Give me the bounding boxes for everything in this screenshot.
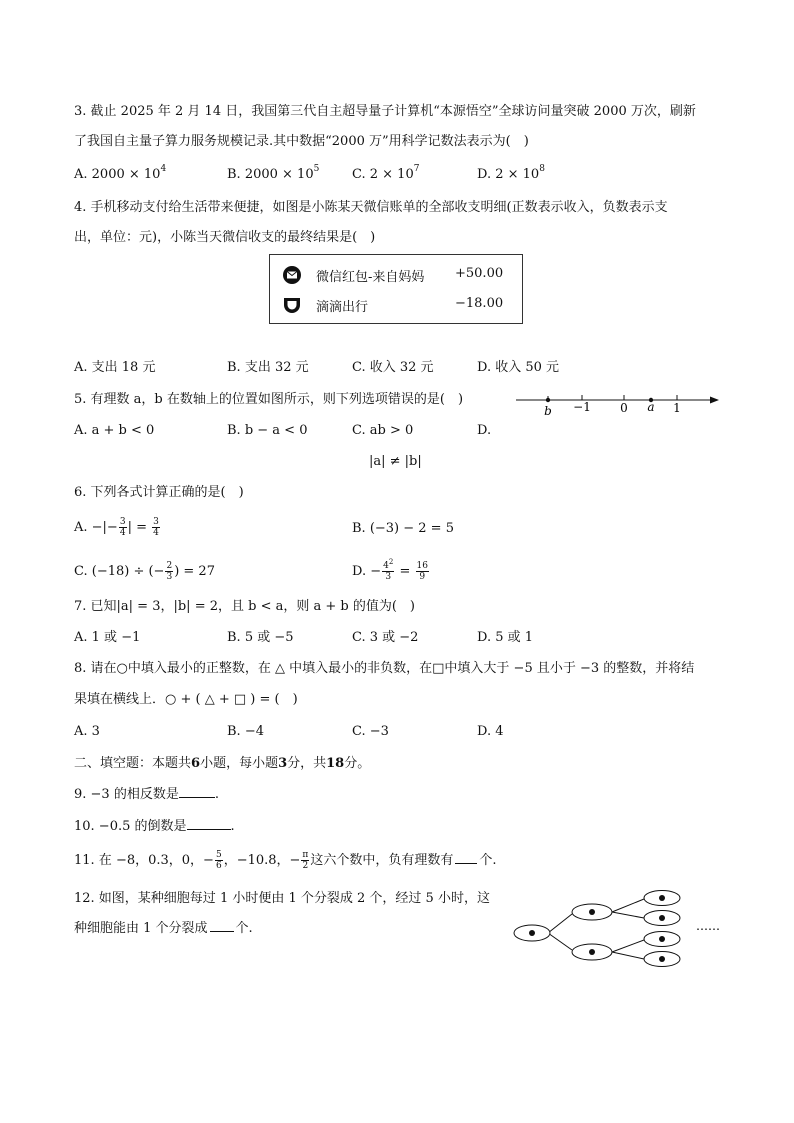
cell-gen-3 <box>644 891 680 967</box>
bill-label: 微信红包-来自妈妈 <box>316 270 425 285</box>
q9-stem: 9. −3 的相反数是 . <box>74 787 219 802</box>
answer-blank[interactable] <box>179 785 215 798</box>
q7-option-a[interactable]: A. 1 或 −1 <box>74 630 141 645</box>
q8-option-d[interactable]: D. 4 <box>477 724 504 739</box>
q6-option-d[interactable]: D. − $\frac{4^2}{3}$ = $\frac{16}{9}$ <box>352 558 428 582</box>
cell-gen-1 <box>514 925 550 941</box>
bill-amount: +50.00 <box>455 266 504 281</box>
cell-division-figure <box>508 884 724 972</box>
axis-label-one: 1 <box>673 401 681 415</box>
section-2-title: 二、填空题：本题共6小题，每小题3分，共18分。 <box>74 756 371 771</box>
q3-option-b[interactable]: B. $2000 \times 10^5$ <box>227 164 320 182</box>
q8-stem-line1: 8. 请在○中填入最小的正整数，在 △ 中填入最小的非负数，在□中填入大于 −5 且小于 −3 的整数，并将结 <box>74 661 695 676</box>
axis-label-a: a <box>647 400 655 414</box>
q3-option-c[interactable]: C. $2 \times 10^7$ <box>352 164 420 182</box>
q3-option-d[interactable]: D. $2 \times 10^8$ <box>477 164 545 182</box>
q6-stem: 6. 下列各式计算正确的是( ) <box>74 485 244 500</box>
q5-option-d[interactable]: D. <box>477 423 492 438</box>
q5-option-b[interactable]: B. b − a < 0 <box>227 423 308 438</box>
bill-amount: −18.00 <box>455 296 504 311</box>
q3-stem-line1: 3. 截止 2025 年 2 月 14 日，我国第三代自主超导量子计算机“本源悟空”全球访问量突破 2000 万次，刷新 <box>74 104 696 119</box>
bill-row <box>270 263 522 287</box>
envelope-icon <box>282 265 302 285</box>
axis-label-zero: 0 <box>620 401 628 415</box>
answer-blank[interactable] <box>210 919 234 932</box>
q4-stem-line1: 4. 手机移动支付给生活带来便捷，如图是小陈某天微信账单的全部收支明细(正数表示收入，负数表示支 <box>74 200 668 215</box>
q10-stem: 10. −0.5 的倒数是 . <box>74 819 235 834</box>
q7-option-c[interactable]: C. 3 或 −2 <box>352 630 419 645</box>
q4-stem-line2: 出，单位：元)，小陈当天微信收支的最终结果是( ) <box>74 230 376 245</box>
q7-option-d[interactable]: D. 5 或 1 <box>477 630 534 645</box>
didi-logo-icon <box>282 295 302 315</box>
q5-option-a[interactable]: A. a + b < 0 <box>74 423 155 438</box>
q8-option-c[interactable]: C. −3 <box>352 724 389 739</box>
q5-option-d-expression: |a| ≠ |b| <box>369 454 422 469</box>
q5-stem: 5. 有理数 a，b 在数轴上的位置如图所示，则下列选项错误的是( ) <box>74 392 464 407</box>
bill-label: 滴滴出行 <box>316 300 369 315</box>
q4-option-a[interactable]: A. 支出 18 元 <box>74 360 156 375</box>
q6-option-c[interactable]: C. (−18) ÷ (− $\frac{2}{3}$ ) = 27 <box>74 561 215 582</box>
q4-option-c[interactable]: C. 收入 32 元 <box>352 360 434 375</box>
q6-option-b[interactable]: B. (−3) − 2 = 5 <box>352 521 454 536</box>
number-line-figure <box>512 388 724 420</box>
q12-stem-line1: 12. 如图，某种细胞每过 1 小时便由 1 个分裂成 2 个，经过 5 小时，这 <box>74 891 490 906</box>
q12-stem-line2: 种细胞能由 1 个分裂成 个. <box>74 921 253 936</box>
q11-stem: 11. 在 −8，0.3，0，− $\frac{5}{6}$ ，−10.8，− $\frac{\pi}{2}$ 这六个数中，负有理数有 个. <box>74 850 497 871</box>
q8-stem-line2: 果填在横线上．○ + ( △ + □ ) = ( ) <box>74 692 298 707</box>
q6-option-a[interactable]: A. −|− $\frac{3}{4}$ | = $\frac{3}{4}$ <box>74 517 159 538</box>
q7-option-b[interactable]: B. 5 或 −5 <box>227 630 294 645</box>
bill-row <box>270 293 522 317</box>
axis-label-b: b <box>544 404 552 418</box>
answer-blank[interactable] <box>455 851 477 864</box>
axis-label-minus-one: −1 <box>573 400 591 414</box>
cell-gen-2 <box>572 904 612 960</box>
q3-stem-line2: 了我国自主量子算力服务规模记录.其中数据“2000 万”用科学记数法表示为( ) <box>74 134 529 149</box>
q4-option-d[interactable]: D. 收入 50 元 <box>477 360 560 375</box>
q4-option-b[interactable]: B. 支出 32 元 <box>227 360 309 375</box>
q8-option-b[interactable]: B. −4 <box>227 724 264 739</box>
q5-option-c[interactable]: C. ab > 0 <box>352 423 414 438</box>
ellipsis: …… <box>696 919 720 933</box>
q3-option-a[interactable]: A. $2000 \times 10^4$ <box>74 164 167 182</box>
answer-blank[interactable] <box>187 817 231 830</box>
q8-option-a[interactable]: A. 3 <box>74 724 100 739</box>
q7-stem: 7. 已知|a| = 3，|b| = 2，且 b < a，则 a + b 的值为( ) <box>74 599 415 614</box>
wechat-bill-figure <box>269 254 523 324</box>
